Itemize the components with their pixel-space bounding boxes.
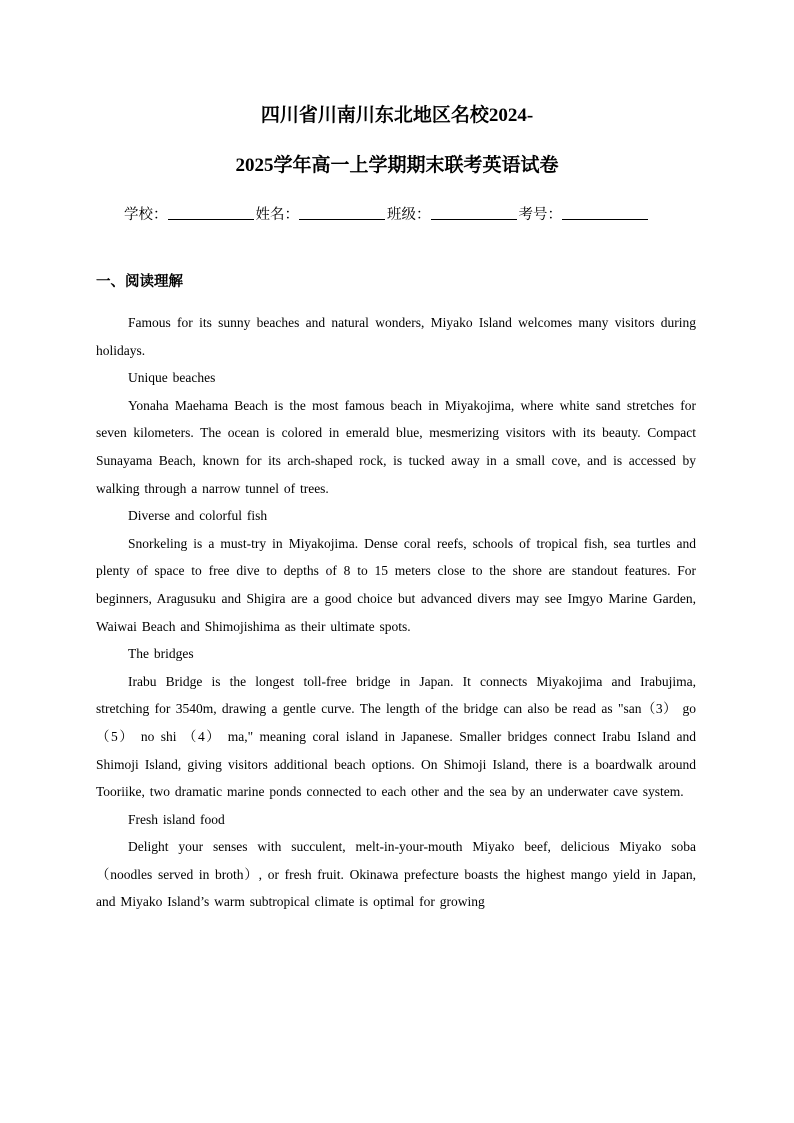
- document-title-line-1: 四川省川南川东北地区名校2024-: [260, 105, 534, 126]
- school-blank[interactable]: [168, 204, 254, 220]
- document-title-line-2: 2025学年高一上学期期末联考英语试卷: [235, 155, 559, 176]
- name-field: [256, 204, 388, 225]
- school-field: [124, 204, 256, 225]
- class-blank[interactable]: [431, 204, 517, 220]
- subheading-bridges: The bridges: [128, 646, 194, 662]
- reading-passage: [96, 309, 696, 916]
- exam-number-blank[interactable]: [562, 204, 648, 220]
- name-label: 姓名：: [255, 207, 299, 223]
- passage-intro-paragraph: Famous for its sunny beaches and natural wonders, Miyako Island welcomes many visitors during holidays.: [96, 315, 696, 358]
- student-info-row: [124, 204, 684, 225]
- subheading-fish: Diverse and colorful fish: [128, 508, 268, 524]
- name-blank[interactable]: [299, 204, 385, 220]
- paragraph-fish: Snorkeling is a must-try in Miyakojima. Dense coral reefs, schools of tropical fish, sea turtles and plenty of space to free dive to depths of 8 to 15 meters close to the shore are standout features. For beginners, Aragusuku and Shigira are a good choice but advanced divers may see Imgyo Marine Garden, Waiwai Beach and Shimojishima as their ultimate spots.: [96, 535, 696, 634]
- school-label: 学校：: [124, 207, 168, 223]
- paragraph-beaches: Yonaha Maehama Beach is the most famous beach in Miyakojima, where white sand stretches for seven kilometers. The ocean is colored in emerald blue, mesmerizing visitors with its beauty. Compact Sunayama Beach, known for its arch-shaped rock, is tucked away in a small cove, and is accessed by walking through a narrow tunnel of trees.: [96, 397, 696, 496]
- exam-number-field: [519, 204, 651, 225]
- paragraph-bridges: Irabu Bridge is the longest toll-free bridge in Japan. It connects Miyakojima and Irabujima, stretching for 3540m, drawing a gentle curve. The length of the bridge can also be read as "san（3） go （5） no shi （4） ma," meaning coral island in Japanese. Smaller bridges connect Irabu Island and Shimoji Island, giving visitors additional beach options. On Shimoji Island, there is a boardwalk around Tooriike, two dramatic marine ponds connected to each other and the sea by an underwater cave system.: [96, 673, 696, 800]
- subheading-unique-beaches: Unique beaches: [128, 370, 216, 386]
- subheading-food: Fresh island food: [128, 811, 225, 827]
- paragraph-food: Delight your senses with succulent, melt-in-your-mouth Miyako beef, delicious Miyako soba （noodles served in broth）, or fresh fruit. Okinawa prefecture boasts the highest mango yield in Japan, and Miyako Island’s warm subtropical climate is optimal for growing: [96, 839, 696, 910]
- class-label: 班级：: [387, 207, 431, 223]
- class-field: [387, 204, 519, 225]
- section-heading-reading: 一、阅读理解: [96, 274, 183, 290]
- exam-number-label: 考号：: [518, 207, 562, 223]
